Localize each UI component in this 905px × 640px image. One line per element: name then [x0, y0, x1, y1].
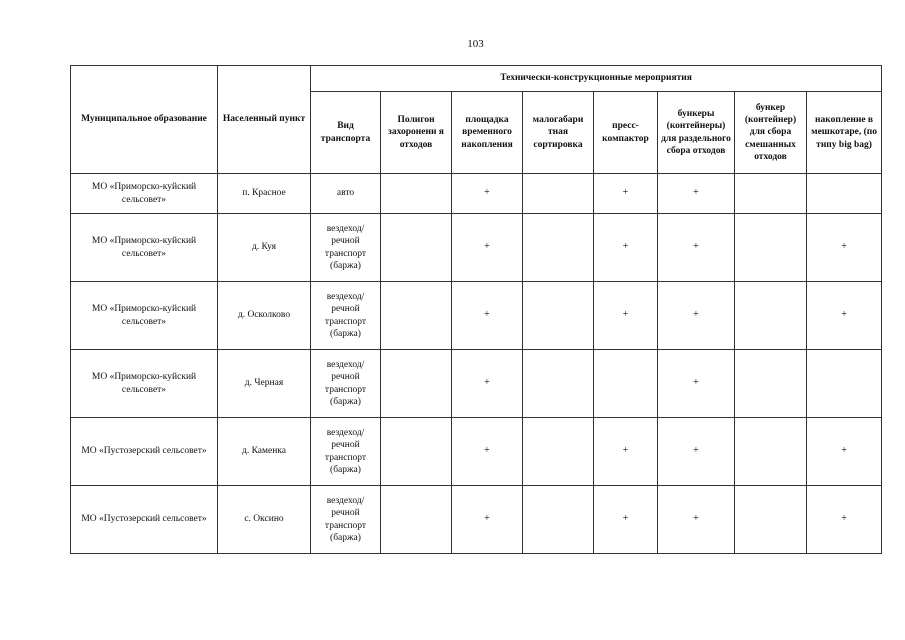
- cell-press-compactor: [594, 350, 658, 418]
- cell-mixed-bin: [735, 486, 807, 554]
- cell-settlement: д. Осколково: [218, 282, 311, 350]
- cell-small-sorting: [523, 418, 594, 486]
- cell-mixed-bin: [735, 174, 807, 214]
- cell-municipality: МО «Пустозерский сельсовет»: [71, 486, 218, 554]
- cell-transport: вездеход/ речной транспорт (баржа): [311, 214, 381, 282]
- header-col-separate-bins: бункеры (контейнеры) для раздельного сбора отходов: [658, 92, 735, 174]
- cell-landfill: [381, 282, 452, 350]
- cell-separate-bins: +: [658, 214, 735, 282]
- measures-table: [70, 65, 882, 554]
- cell-mixed-bin: [735, 418, 807, 486]
- cell-landfill: [381, 418, 452, 486]
- cell-settlement: д. Каменка: [218, 418, 311, 486]
- header-row-top: [71, 66, 882, 92]
- cell-press-compactor: +: [594, 486, 658, 554]
- header-col-small-sorting: малогабари тная сортировка: [523, 92, 594, 174]
- cell-mixed-bin: [735, 282, 807, 350]
- header-group-title: Технически-конструкционные мероприятия: [311, 66, 882, 92]
- cell-landfill: [381, 214, 452, 282]
- table-body: [71, 174, 882, 554]
- cell-municipality: МО «Приморско-куйский сельсовет»: [71, 214, 218, 282]
- cell-bigbag: +: [807, 214, 882, 282]
- table-row: [71, 282, 882, 350]
- header-municipality: Муниципальное образование: [71, 66, 218, 174]
- cell-settlement: с. Оксино: [218, 486, 311, 554]
- cell-separate-bins: +: [658, 282, 735, 350]
- cell-temp-storage: +: [452, 418, 523, 486]
- cell-press-compactor: +: [594, 282, 658, 350]
- table-row: [71, 350, 882, 418]
- cell-temp-storage: +: [452, 214, 523, 282]
- cell-separate-bins: +: [658, 174, 735, 214]
- cell-transport: вездеход/ речной транспорт (баржа): [311, 282, 381, 350]
- cell-landfill: [381, 350, 452, 418]
- cell-temp-storage: +: [452, 486, 523, 554]
- cell-transport: вездеход/ речной транспорт (баржа): [311, 418, 381, 486]
- cell-bigbag: [807, 174, 882, 214]
- header-col-temp-storage: площадка временного накопления: [452, 92, 523, 174]
- cell-separate-bins: +: [658, 486, 735, 554]
- cell-small-sorting: [523, 282, 594, 350]
- cell-small-sorting: [523, 174, 594, 214]
- cell-press-compactor: +: [594, 418, 658, 486]
- cell-municipality: МО «Приморско-куйский сельсовет»: [71, 350, 218, 418]
- cell-temp-storage: +: [452, 350, 523, 418]
- page-number: 103: [467, 38, 484, 50]
- cell-mixed-bin: [735, 350, 807, 418]
- cell-separate-bins: +: [658, 418, 735, 486]
- header-col-bigbag: накопление в мешкотаре, (по типу big bag): [807, 92, 882, 174]
- cell-temp-storage: +: [452, 174, 523, 214]
- cell-settlement: д. Куя: [218, 214, 311, 282]
- header-col-transport: Вид транспорта: [311, 92, 381, 174]
- cell-municipality: МО «Приморско-куйский сельсовет»: [71, 282, 218, 350]
- cell-municipality: МО «Пустозерский сельсовет»: [71, 418, 218, 486]
- cell-transport: вездеход/ речной транспорт (баржа): [311, 350, 381, 418]
- cell-separate-bins: +: [658, 350, 735, 418]
- cell-mixed-bin: [735, 214, 807, 282]
- cell-settlement: д. Черная: [218, 350, 311, 418]
- cell-bigbag: +: [807, 486, 882, 554]
- cell-bigbag: +: [807, 282, 882, 350]
- cell-press-compactor: +: [594, 214, 658, 282]
- cell-municipality: МО «Приморско-куйский сельсовет»: [71, 174, 218, 214]
- cell-small-sorting: [523, 350, 594, 418]
- cell-small-sorting: [523, 486, 594, 554]
- table-row: [71, 486, 882, 554]
- cell-landfill: [381, 486, 452, 554]
- cell-settlement: п. Красное: [218, 174, 311, 214]
- cell-bigbag: [807, 350, 882, 418]
- cell-small-sorting: [523, 214, 594, 282]
- cell-landfill: [381, 174, 452, 214]
- header-settlement: Населенный пункт: [218, 66, 311, 174]
- cell-temp-storage: +: [452, 282, 523, 350]
- table-row: [71, 418, 882, 486]
- header-col-mixed-bin: бункер (контейнер) для сбора смешанных отходов: [735, 92, 807, 174]
- cell-press-compactor: +: [594, 174, 658, 214]
- header-col-press-compactor: пресс-компактор: [594, 92, 658, 174]
- cell-transport: авто: [311, 174, 381, 214]
- cell-bigbag: +: [807, 418, 882, 486]
- cell-transport: вездеход/ речной транспорт (баржа): [311, 486, 381, 554]
- header-col-landfill: Полигон захоронени я отходов: [381, 92, 452, 174]
- table-row: [71, 214, 882, 282]
- table-row: [71, 174, 882, 214]
